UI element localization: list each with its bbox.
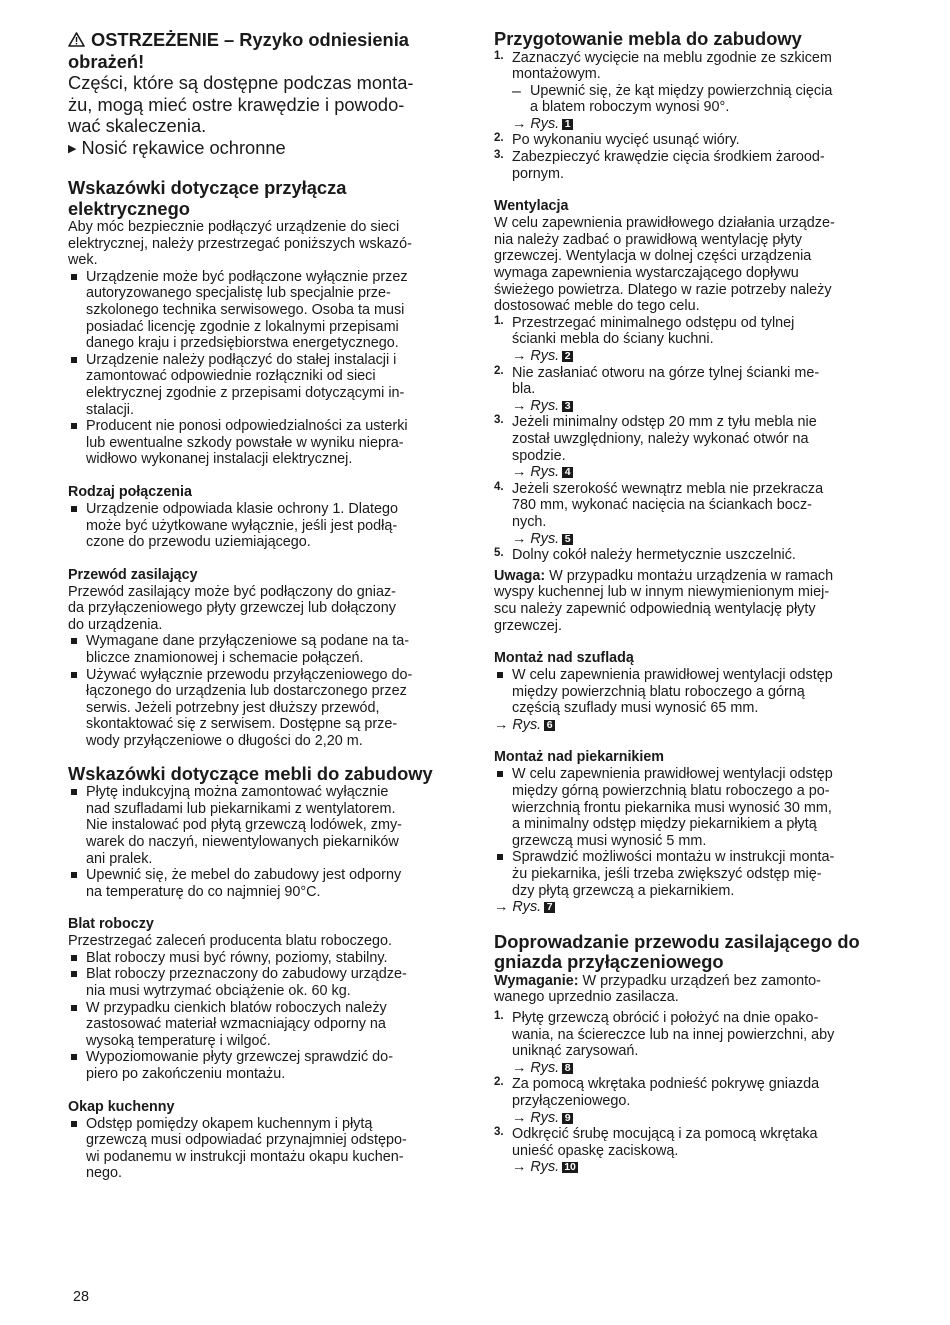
bullet-icon	[71, 955, 77, 961]
bullet-icon	[71, 1054, 77, 1060]
subsection-title: Rodzaj połączenia	[68, 483, 192, 500]
worktop-section: Blat roboczy Przestrzegać zaleceń producenta blatu roboczego. Blat roboczy musi być równy, poziomy, stabilny. Blat roboczy przeznaczony do zabudowy urządze- nia musi wytrzymać obciążenie ok. 60 kg. W przypadku cienkich blatów roboczych należy zastosować materiał wzmacniający odporny na wysoką temperaturę i wilgoć. Wypoziomowanie płyty grzewczej sprawdzić do- piero po zakończeniu montażu.	[68, 916, 460, 1082]
step-item: 2. Za pomocą wkrętaka podnieść pokrywę gniazda przyłączeniowego.	[494, 1076, 820, 1109]
section-title-line2: gniazda przyłączeniowego	[494, 951, 724, 973]
subsection-title: Montaż nad szufladą	[494, 650, 634, 667]
section-title: Wskazówki dotyczące mebli do zabudowy	[68, 762, 433, 784]
list-item: Urządzenie należy podłączyć do stałej instalacji i zamontować odpowiednie rozłączniki od sieci elektrycznej zgodnie z przepisami dotyczącymi in- stalacji.	[68, 352, 460, 418]
list-item: Odstęp pomiędzy okapem kuchennym i płytą grzewczą musi odpowiadać przynajmniej odstępo- wi podanemu w instrukcji montażu okapu kuchen- nego.	[68, 1116, 460, 1182]
subsection-title: Montaż nad piekarnikiem	[494, 749, 665, 766]
ventilation-section: Wentylacja W celu zapewnienia prawidłowego działania urządze- nia należy zadbać o prawidłową wentylację płyty grzewczej. Wentylacja w dolnej części urządzenia wymaga zapewnienia wystarczającego dopływu świeżego powietrza. Dlatego w razie potrzeby należy dostosować meble do tego celu. 1. Przestrzegać minimalnego odstępu od tylnej ścianki mebla do ściany kuchni. → Rys. 2 2. Nie zasłaniać otworu na górze tylnej ścianki me- bla. → Rys. 3 3. Jeżeli minimalny odstęp 20 mm z tyłu mebla nie został uwzględniony, należy wykonać otwór na spodzie. → Rys. 4 4. Jeżeli szerokość wewnątrz mebla nie przekracza 780 mm, wykonać nacięcia na ściankach bocz- nych. → Rys. 5 5. Dolny cokół należy hermetycznie uszczelnić. Uwaga: W przypadku montażu urządzenia w ramach wyspy kuchennej lub w innym niewymienionym miej- scu należy zapewnić odpowiednią wentylację płyty grzewczej.	[494, 198, 886, 634]
figure-number-badge: 5	[562, 534, 573, 545]
figure-reference: → Rys. 4	[494, 464, 886, 481]
step-item: 3. Zabezpieczyć krawędzie cięcia środkiem żarood- pornym.	[494, 149, 825, 182]
figure-reference: → Rys. 10	[512, 1159, 576, 1176]
bullet-icon	[71, 672, 77, 678]
triangle-right-icon: ▶	[68, 142, 77, 155]
list-item: Urządzenie odpowiada klasie ochrony 1. Dlatego może być użytkowane wyłącznie, jeśli jest podłą- czone do przewodu uziemiającego.	[68, 501, 460, 551]
bullet-icon	[71, 638, 77, 644]
step-item: 3. Jeżeli minimalny odstęp 20 mm z tyłu mebla nie został uwzględniony, należy wykonać otwór na spodzie.	[494, 414, 817, 464]
step-item: 1. Zaznaczyć wycięcie na meblu zgodnie ze szkicem montażowym.	[494, 49, 832, 83]
list-item: Blat roboczy musi być równy, poziomy, stabilny.	[68, 950, 460, 967]
subsection-title: Przewód zasilający	[68, 566, 198, 583]
step-item: 3. Odkręcić śrubę mocującą i za pomocą wkrętaka unieść opaskę zaciskową.	[494, 1126, 818, 1159]
list-item: Sprawdzić możliwości montażu w instrukcji monta- żu piekarnika, jeśli trzeba zwiększyć odstęp mię- dzy płytą grzewczą a piekarnikiem.	[494, 849, 886, 899]
section-title: Przygotowanie mebla do zabudowy	[494, 28, 802, 49]
figure-number-badge: 10	[564, 1161, 576, 1174]
subsection-title: Blat roboczy	[68, 916, 154, 933]
figure-number-badge: 3	[562, 401, 573, 412]
bullet-icon	[71, 1005, 77, 1011]
subsection-title: Wentylacja	[494, 198, 569, 215]
bullet-icon	[71, 357, 77, 363]
figure-reference: → Rys. 7	[494, 899, 886, 916]
furniture-section	[68, 764, 460, 901]
figure-reference: → Rys. 6	[494, 717, 886, 734]
figure-number-badge: 2	[562, 351, 573, 362]
page-number: 28	[73, 1289, 90, 1305]
bullet-icon	[497, 854, 503, 860]
connection-type-section	[68, 484, 460, 551]
list-item: Producent nie ponosi odpowiedzialności za usterki lub ewentualne szkody powstałe w wyniku niepra- widłowo wykonanej instalacji elektrycznej.	[68, 418, 460, 468]
note-block: Uwaga: W przypadku montażu urządzenia w ramach wyspy kuchennej lub w innym niewymienionym miej- scu należy zapewnić odpowiednią wentylację płyty grzewczej.	[494, 567, 834, 634]
figure-number-badge: 1	[562, 119, 573, 130]
figure-number-badge: 4	[562, 467, 573, 478]
power-cable-section: Przewód zasilający Przewód zasilający może być podłączony do gniaz- da przyłączeniowego płyty grzewczej lub dołączony do urządzenia. Wymagane dane przyłączeniowe są podane na ta- bliczce znamionowej i schemacie połączeń. Używać wyłącznie przewodu przyłączeniowego do- łączonego do urządzenia lub dostarczonego przez serwis. Jeżeli potrzebny jest dłuższy przewód, skontaktować się z serwisem. Dostępne są prze- wody przyłączeniowe o długości do 2,20 m.	[68, 567, 460, 750]
bullet-icon	[71, 789, 77, 795]
bullet-icon	[71, 1121, 77, 1127]
step-item: 2. Po wykonaniu wycięć usunąć wióry.	[494, 132, 740, 149]
bullet-icon	[497, 771, 503, 777]
electrical-section: Wskazówki dotyczące przyłącza elektrycznego Aby móc bezpiecznie podłączyć urządzenie do sieci elektrycznej, należy przestrzegać poniższych wskazó- wek. Urządzenie może być podłączone wyłącznie przez autoryzowanego specjalistę lub specjalnie prze- szkolonego technika serwisowego. Osoba ta musi posiadać licencję zgodnie z lokalnymi przepisami danego kraju i przedsiębiorstwa energetycznego. Urządzenie należy podłączyć do stałej instalacji i zamontować odpowiednie rozłączniki od sieci elektrycznej zgodnie z przepisami dotyczącymi in- stalacji. Producent nie ponosi odpowiedzialności za usterki lub ewentualne szkody powstałe w wyniku niepra- widłowo wykonanej instalacji elektrycznej.	[68, 178, 460, 468]
step-item: 2. Nie zasłaniać otworu na górze tylnej ścianki me- bla.	[494, 364, 820, 398]
figure-reference: → Rys. 9	[494, 1110, 886, 1127]
preparation-section	[494, 29, 886, 182]
bullet-icon	[71, 423, 77, 429]
list-item: Płytę indukcyjną można zamontować wyłącznie nad szufladami lub piekarnikami z wentylatorem. Nie instalować pod płytą grzewczą lodówek, zmy- warek do naczyń, niewentylowanych piekarników ani pralek.	[68, 784, 460, 867]
figure-reference: → Rys. 2	[494, 348, 886, 365]
figure-number-badge: 9	[562, 1113, 573, 1124]
cable-routing-section: Doprowadzanie przewodu zasilającego do gniazda przyłączeniowego Wymaganie: W przypadku urządzeń bez zamonto- wanego uprzednio zasilacza. 1. Płytę grzewczą obrócić i położyć na dnie opako- wania, na ściereczce lub na innej powierzchni, aby uniknąć zarysowań. → Rys. 8 2. Za pomocą wkrętaka podnieść pokrywę gniazda przyłączeniowego. → Rys. 9 3. Odkręcić śrubę mocującą i za pomocą wkrętaka unieść opaskę zaciskową. → Rys. 10	[494, 932, 886, 1176]
figure-number-badge: 7	[544, 902, 555, 913]
warning-step: ▶ Nosić rękawice ochronne	[68, 136, 286, 158]
list-item: Blat roboczy przeznaczony do zabudowy urządze- nia musi wytrzymać obciążenie ok. 60 kg.	[68, 966, 460, 999]
bullet-icon	[497, 672, 503, 678]
warning-triangle-icon	[68, 32, 85, 47]
section-title: Doprowadzanie przewodu zasilającego do	[494, 930, 860, 952]
figure-reference: → Rys. 1	[494, 116, 886, 133]
list-item: W celu zapewnienia prawidłowej wentylacji odstęp między powierzchnią blatu roboczego a górną częścią szuflady musi wynosić 65 mm.	[494, 667, 886, 717]
over-oven-section	[494, 749, 886, 915]
section-title: Wskazówki dotyczące przyłącza	[68, 177, 347, 198]
list-item: Urządzenie może być podłączone wyłącznie przez autoryzowanego specjalistę lub specjalnie prze- szkolonego technika serwisowego. Osoba ta musi posiadać licencję zgodnie z lokalnymi przepisami danego kraju i przedsiębiorstwa energetycznego.	[68, 269, 460, 352]
sub-step-item: – Upewnić się, że kąt między powierzchnią cięcia a blatem roboczym wynosi 90°.	[512, 82, 833, 116]
hood-section	[68, 1099, 460, 1182]
list-item: W przypadku cienkich blatów roboczych należy zastosować materiał wzmacniający odporny na wysoką temperaturę i wilgoć.	[68, 1000, 460, 1050]
bullet-icon	[71, 872, 77, 878]
step-item: 1. Przestrzegać minimalnego odstępu od tylnej ścianki mebla do ściany kuchni.	[494, 314, 795, 348]
list-item: Wymagane dane przyłączeniowe są podane na ta- bliczce znamionowej i schemacie połączeń.	[68, 633, 460, 666]
figure-reference: → Rys. 8	[494, 1060, 886, 1077]
bullet-icon	[71, 506, 77, 512]
figure-reference: → Rys. 5	[494, 531, 886, 548]
step-item: 5. Dolny cokół należy hermetycznie uszczelnić.	[494, 547, 796, 564]
step-item: 4. Jeżeli szerokość wewnątrz mebla nie przekracza 780 mm, wykonać nacięcia na ściankach bocz- nych.	[494, 480, 824, 530]
list-item: Wypoziomowanie płyty grzewczej sprawdzić do- piero po zakończeniu montażu.	[68, 1049, 460, 1082]
warning-text: Części, które są dostępne podczas monta- żu, mogą mieć ostre krawędzie i powodo- wać skaleczenia.	[68, 72, 414, 136]
list-item: Używać wyłącznie przewodu przyłączeniowego do- łączonego do urządzenia lub dostarczonego przez serwis. Jeżeli potrzebny jest dłuższy przewód, skontaktować się z serwisem. Dostępne są prze- wody przyłączeniowe o długości do 2,20 m.	[68, 667, 460, 750]
figure-number-badge: 8	[562, 1063, 573, 1074]
warning-title-line2: obrażeń!	[68, 50, 145, 72]
step-item: 1. Płytę grzewczą obrócić i położyć na dnie opako- wania, na ściereczce lub na innej powierzchni, aby uniknąć zarysowań.	[494, 1010, 835, 1060]
subsection-title: Okap kuchenny	[68, 1098, 175, 1115]
right-column	[494, 29, 886, 1176]
left-column	[68, 29, 460, 1182]
list-item: W celu zapewnienia prawidłowej wentylacji odstęp między górną powierzchnią blatu roboczego a po- wierzchnią frontu piekarnika musi wynosić 30 mm, a minimalny odstęp między piekarnikiem a płytą grzewczą musi wynosić 5 mm.	[494, 766, 886, 849]
bullet-icon	[71, 971, 77, 977]
list-item: Upewnić się, że mebel do zabudowy jest odporny na temperaturę do co najmniej 90°C.	[68, 867, 460, 900]
over-drawer-section	[494, 650, 886, 733]
figure-number-badge: 6	[544, 720, 555, 731]
warning-title: OSTRZEŻENIE – Ryzyko odniesienia	[68, 29, 460, 51]
figure-reference: → Rys. 3	[494, 398, 886, 415]
section-title-line2: elektrycznego	[68, 197, 190, 219]
bullet-icon	[71, 274, 77, 280]
warning-block	[68, 29, 460, 162]
